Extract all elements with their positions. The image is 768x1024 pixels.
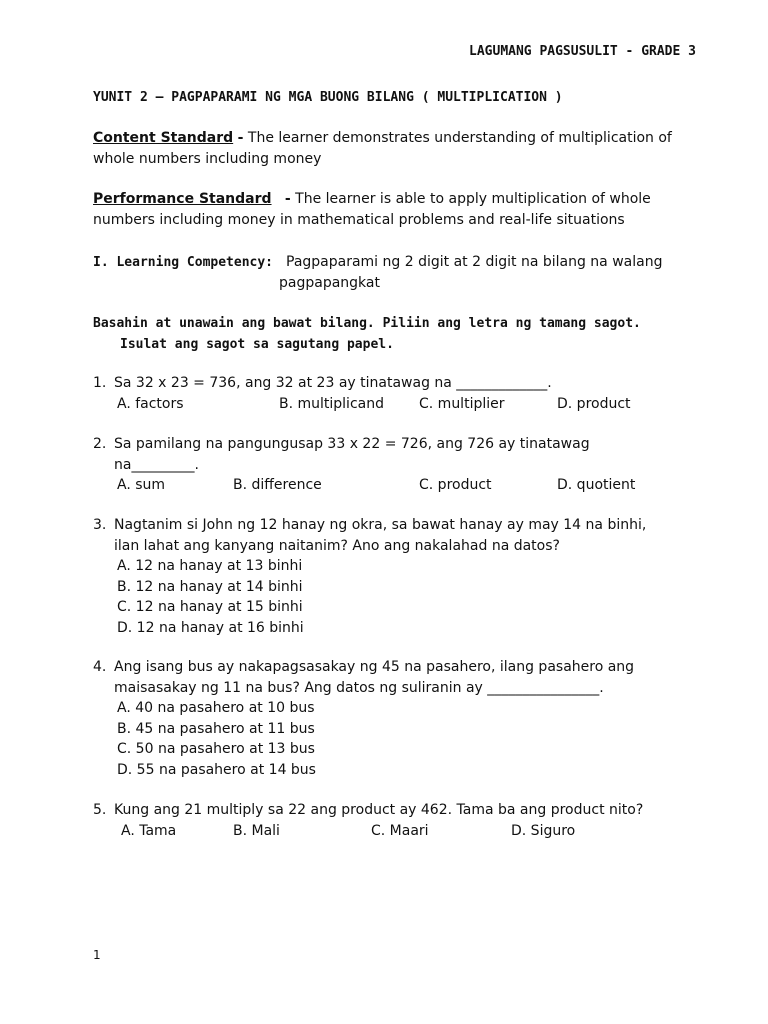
question-number: 2. (93, 436, 107, 452)
question-stem-cont: maisasakay ng 11 na bus? Ang datos ng suliranin ay ________________. (114, 680, 604, 696)
question-number: 4. (93, 659, 107, 675)
instructions (93, 313, 641, 355)
performance-standard-label: Performance Standard (93, 191, 272, 207)
option-b: B. Mali (233, 823, 280, 839)
question-stem: Nagtanim si John ng 12 hanay ng okra, sa bawat hanay ay may 14 na binhi, (114, 517, 647, 533)
option-d: D. 12 na hanay at 16 binhi (117, 620, 304, 636)
option-a: A. 12 na hanay at 13 binhi (117, 558, 303, 574)
option-c: C. Maari (371, 823, 429, 839)
option-a: A. 40 na pasahero at 10 bus (117, 700, 315, 716)
question-stem: Ang isang bus ay nakapagsasakay ng 45 na pasahero, ilang pasahero ang (114, 659, 635, 675)
instructions-line2: Isulat ang sagot sa sagutang papel. (120, 337, 394, 352)
question-stem-cont: na_________. (114, 457, 199, 473)
page-number: 1 (93, 948, 101, 962)
question-stem: Sa 32 x 23 = 736, ang 32 at 23 ay tinatawag na _____________. (114, 375, 552, 391)
option-b: B. 12 na hanay at 14 binhi (117, 579, 303, 595)
question-stem: Sa pamilang na pangungusap 33 x 22 = 726, ang 726 ay tinatawag (114, 436, 590, 452)
question-stem-cont: ilan lahat ang kanyang naitanim? Ano ang nakalahad na datos? (114, 538, 560, 554)
learning-competency-line1: Pagpaparami ng 2 digit at 2 digit na bilang na walang (286, 254, 663, 270)
content-standard-label: Content Standard (93, 130, 234, 146)
option-b: B. multiplicand (279, 396, 384, 412)
option-d: D. quotient (557, 477, 636, 493)
option-a: A. Tama (121, 823, 177, 839)
option-c: C. product (419, 477, 492, 493)
option-d: D. Siguro (511, 823, 576, 839)
question-number: 3. (93, 517, 107, 533)
content-standard (93, 128, 703, 169)
option-a: A. sum (117, 477, 166, 493)
question-stem: Kung ang 21 multiply sa 22 ang product ay 462. Tama ba ang product nito? (114, 802, 644, 818)
option-b: B. 45 na pasahero at 11 bus (117, 721, 315, 737)
content-standard-text: The learner demonstrates understanding of multiplication of whole numbers including money (93, 130, 672, 167)
page-header: LAGUMANG PAGSUSULIT - GRADE 3 (469, 44, 696, 59)
question-number: 5. (93, 802, 107, 818)
learning-competency (93, 252, 703, 291)
option-c: C. 12 na hanay at 15 binhi (117, 599, 303, 615)
option-b: B. difference (233, 477, 322, 493)
learning-competency-label: I. Learning Competency: (93, 255, 274, 270)
option-d: D. product (557, 396, 631, 412)
option-c: C. multiplier (419, 396, 505, 412)
option-d: D. 55 na pasahero at 14 bus (117, 762, 316, 778)
instructions-line1: Basahin at unawain ang bawat bilang. Piliin ang letra ng tamang sagot. (93, 316, 641, 331)
option-a: A. factors (117, 396, 184, 412)
learning-competency-line2: pagpapangkat (279, 275, 380, 291)
content-standard-dash: - (237, 130, 244, 146)
performance-standard-text: The learner is able to apply multiplication of whole numbers including money in mathematical problems and real-life situations (93, 191, 651, 228)
question-number: 1. (93, 375, 107, 391)
performance-standard-dash: - (284, 191, 291, 207)
option-c: C. 50 na pasahero at 13 bus (117, 741, 315, 757)
unit-title: YUNIT 2 – PAGPAPARAMI NG MGA BUONG BILANG ( MULTIPLICATION ) (93, 90, 563, 105)
performance-standard (93, 189, 703, 230)
